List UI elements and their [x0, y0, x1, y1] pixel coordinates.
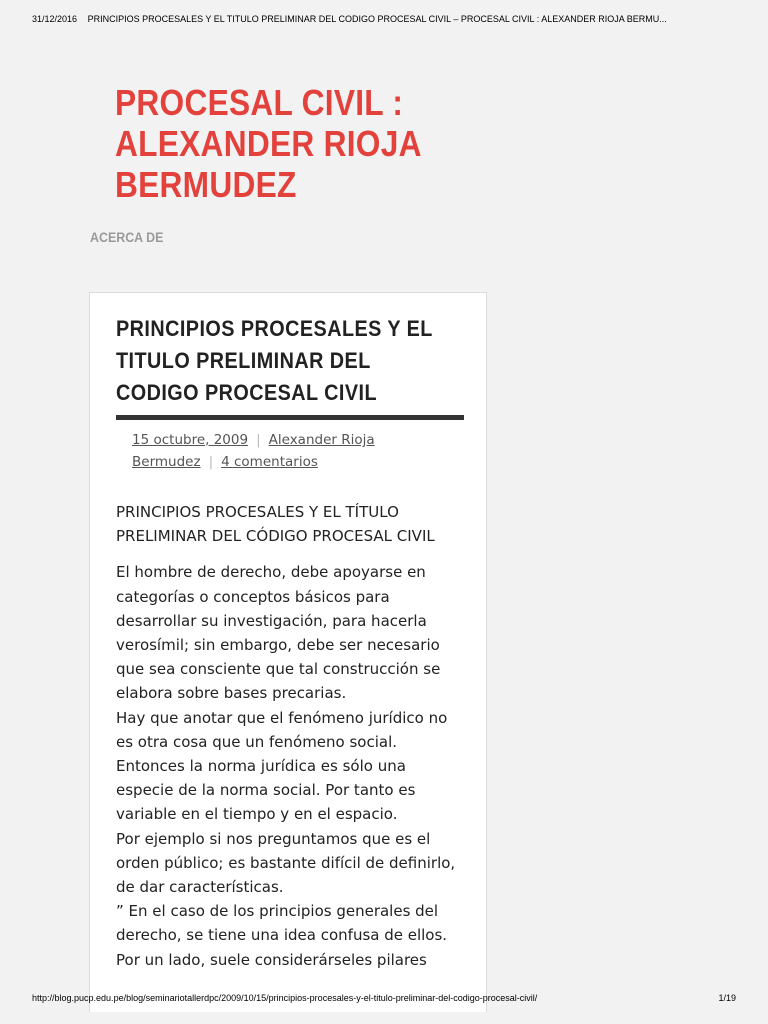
print-url: http://blog.pucp.edu.pe/blog/seminariotallerdpc/2009/10/15/principios-procesales-y-el-titulo-preliminar-del-codigo-procesal-civil/ [32, 993, 538, 1003]
post-intro: PRINCIPIOS PROCESALES Y EL TÍTULO PRELIMINAR DEL CÓDIGO PROCESAL CIVIL [116, 503, 435, 546]
post-date-link[interactable]: 15 octubre, 2009 [132, 432, 249, 448]
print-header [32, 14, 742, 24]
post-card [89, 292, 487, 1012]
print-date: 31/12/2016 [32, 14, 78, 24]
meta-separator: | [208, 454, 214, 470]
post-author-link[interactable]: Alexander Rioja Bermudez [132, 432, 375, 470]
nav-about-link[interactable]: ACERCA DE [90, 230, 164, 245]
post-paragraph: ” En el caso de los principios generales del derecho, se tiene una idea confusa de ellos. Por un lado, suele considerárseles pilares [116, 902, 448, 969]
post-title: PRINCIPIOS PROCESALES Y EL TITULO PRELIMINAR DEL CODIGO PROCESAL CIVIL [116, 316, 433, 405]
post-paragraph: Por ejemplo si nos preguntamos que es el orden público; es bastante difícil de definirlo, de dar características. [116, 829, 456, 897]
site-title[interactable]: PROCESAL CIVIL : ALEXANDER RIOJA BERMUDEZ [115, 82, 421, 205]
post-meta [132, 429, 432, 473]
print-page-number: 1/19 [718, 993, 736, 1003]
meta-separator: | [256, 432, 261, 448]
title-divider [116, 415, 464, 420]
post-paragraph: Hay que anotar que el fenómeno jurídico no es otra cosa que un fenómeno social. Entonces la norma jurídica es sólo una especie de la norma social. Por tanto es variable en el tiempo y en el espacio. [116, 708, 448, 824]
post-paragraph: El hombre de derecho, debe apoyarse en categorías o conceptos básicos para desarrollar su investigación, para hacerla verosímil; sin embargo, debe ser necesario que sea consciente que tal construcción se elabora sobre bases precarias. [116, 563, 441, 703]
post-body [116, 500, 468, 972]
print-page-title: PRINCIPIOS PROCESALES Y EL TITULO PRELIMINAR DEL CODIGO PROCESAL CIVIL – PROCESAL CIVIL : ALEXANDER RIOJA BERMU... [87, 14, 667, 24]
print-footer [32, 993, 742, 1003]
post-comments-link[interactable]: 4 comentarios [221, 454, 318, 470]
